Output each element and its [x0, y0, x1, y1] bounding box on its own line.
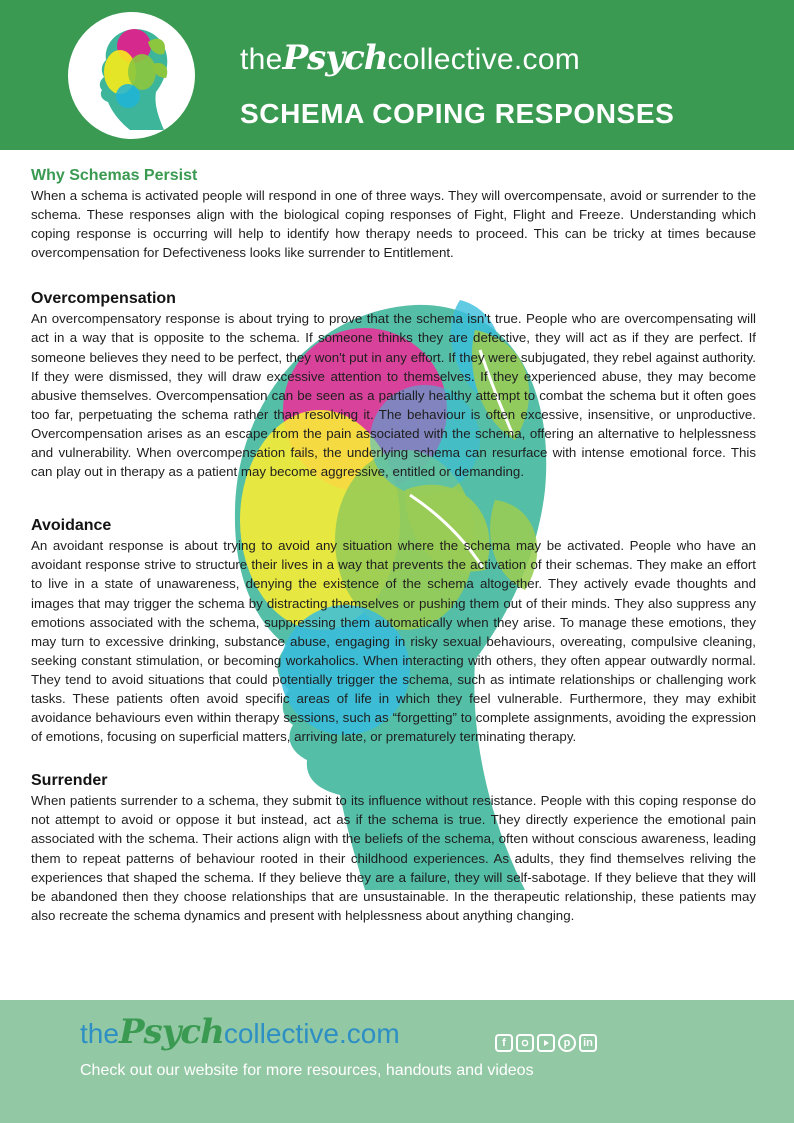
section-body: An overcompensatory response is about trying to prove that the schema isn't true. People who are overcompensating will act in a way that is opposite to the schema. If someone thinks they are defective, they will act as if they are perfect. If someone believes they need to be perfect, they won't put in any effort. If they were subjugated, they rebel against authority. If they were dismissed, they will draw excessive attention to themselves. If they experienced abuse, they may become abusive themselves. Overcompensation can be seen as a partially healthy attempt to combat the schema but it often goes too far, perpetuating the schema rather than resolving it. The behaviour is often excessive, insensitive, or unproductive. Overcompensation arises as an escape from the pain associated with the schema, offering an alternative to helplessness and vulnerability. When overcompensation fails, the underlying schema can resurface with intense emotional force. This can play out in therapy as a patient may become aggressive, entitled or demanding.: [31, 311, 756, 480]
section-overcompensation: [31, 290, 756, 481]
section-avoidance: [31, 517, 756, 746]
section-why-schemas-persist: [31, 167, 756, 262]
main-content: [31, 167, 756, 943]
section-title: Surrender: [31, 772, 108, 790]
logo[interactable]: [68, 12, 195, 139]
footer-banner: [0, 1000, 794, 1123]
section-surrender: [31, 772, 756, 925]
section-body: An avoidant response is about trying to avoid any situation where the schema may be activated. People who have an avoidant response strive to structure their lives in a way that prevents the activation of their schemas. They make an effort to live in a state of unawareness, denying the existence of the schema altogether. They actively evade thoughts and images that may trigger the schema by distracting themselves or pushing them out of their minds. They also suppress any emotions associated with the schema, suppressing them automatically when they arise. To manage these emotions, they may turn to excessive drinking, substance abuse, engaging in risky sexual behaviours, overeating, compulsive cleaning, seeking constant stimulation, or becoming workaholics. When interacting with others, they often appear outwardly normal. They tend to avoid situations that could potentially trigger the schema, such as intimate relationships or challenging work tasks. These patients often avoid specific areas of life in which they feel vulnerable. Furthermore, they may exhibit avoidance behaviours even within therapy sessions, such as “forgetting” to complete assignments, avoiding the expression of emotions, focusing on superficial matters, arriving late, or prematurely terminating therapy.: [31, 538, 756, 745]
head-logo-icon: [68, 12, 195, 139]
footer-brand-link[interactable]: thePsychcollective.com: [80, 1012, 400, 1052]
section-title: Avoidance: [31, 517, 112, 535]
instagram-icon[interactable]: [516, 1034, 534, 1052]
section-title: Overcompensation: [31, 290, 176, 308]
section-title: Why Schemas Persist: [31, 167, 198, 184]
page-title: SCHEMA COPING RESPONSES: [240, 98, 675, 129]
footer-tagline: Check out our website for more resources, handouts and videos: [80, 1062, 534, 1079]
section-body: When patients surrender to a schema, they submit to its influence without resistance. People with this coping response do not attempt to avoid or oppose it but instead, act as if the schema is true. They directly experience the emotional pain associated with the schema. Their actions align with the beliefs of the schema, often without conscious awareness, leading them to repeat patterns of behaviour rooted in their childhood experiences. As adults, they find themselves reliving the experiences that shaped the schema. If they believe they are a failure, they will self-sabotage. If they believe that they will be abandoned then they choose relationships that are unsustainable. In the therapeutic relationship, these patients may also recreate the schema dynamics and present with helplessness about anything changing.: [31, 793, 756, 923]
header-banner: [0, 0, 794, 150]
social-links: [495, 1034, 597, 1052]
facebook-icon[interactable]: f: [495, 1034, 513, 1052]
pinterest-icon[interactable]: p: [558, 1034, 576, 1052]
brand-name[interactable]: thePsychcollective.com: [240, 38, 581, 78]
linkedin-icon[interactable]: in: [579, 1034, 597, 1052]
section-body: When a schema is activated people will respond in one of three ways. They will overcompensate, avoid or surrender to the schema. These responses align with the biological coping responses of Fight, Flight and Freeze. Understanding which coping response is occurring will help to identify how therapy needs to proceed. This can be tricky at times because overcompensation for Defectiveness looks like surrender to Entitlement.: [31, 188, 756, 261]
youtube-icon[interactable]: [537, 1034, 555, 1052]
